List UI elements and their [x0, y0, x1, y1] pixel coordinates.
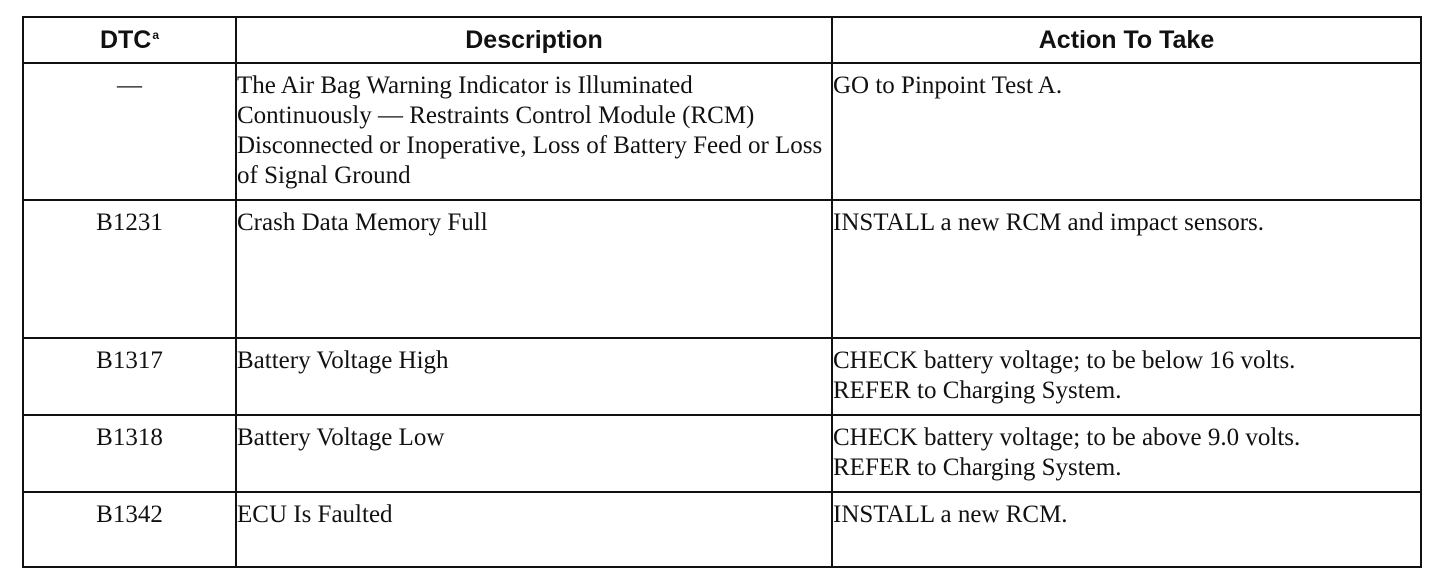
table-row — [23, 63, 1421, 200]
dtc-description: Battery Voltage Low — [236, 415, 832, 492]
dtc-code: B1231 — [23, 200, 236, 338]
table-body — [23, 63, 1421, 567]
header-action: Action To Take — [832, 17, 1421, 63]
header-dtc — [23, 17, 236, 63]
action-line: REFER to Charging System. — [833, 454, 1122, 481]
header-row — [23, 17, 1421, 63]
table-row — [23, 338, 1421, 415]
action-line: INSTALL a new RCM and impact sensors. — [833, 209, 1265, 236]
action-line: GO to Pinpoint Test A. — [833, 72, 1063, 99]
table-row — [23, 492, 1421, 567]
dtc-description: Battery Voltage High — [236, 338, 832, 415]
dtc-action — [832, 492, 1421, 567]
table-row — [23, 415, 1421, 492]
dtc-description: The Air Bag Warning Indicator is Illuminated Continuously — Restraints Control Module (RCM) Disconnected or Inoperative, Loss of Battery Feed or Loss of Signal Ground — [236, 63, 832, 200]
action-line: REFER to Charging System. — [833, 377, 1122, 404]
action-line: CHECK battery voltage; to be above 9.0 volts. — [833, 424, 1301, 451]
dtc-table — [22, 16, 1422, 568]
header-dtc-label: DTC — [99, 25, 152, 54]
dtc-action — [832, 63, 1421, 200]
dtc-description: ECU Is Faulted — [236, 492, 832, 567]
table-row — [23, 200, 1421, 338]
dtc-description: Crash Data Memory Full — [236, 200, 832, 338]
dtc-code: — — [23, 63, 236, 200]
dtc-action — [832, 338, 1421, 415]
dtc-action — [832, 200, 1421, 338]
dtc-code: B1318 — [23, 415, 236, 492]
header-description: Description — [236, 17, 832, 63]
dtc-code: B1317 — [23, 338, 236, 415]
table-header — [23, 17, 1421, 63]
action-line: INSTALL a new RCM. — [833, 501, 1068, 528]
dtc-action — [832, 415, 1421, 492]
header-dtc-footnote-mark: a — [152, 27, 160, 42]
action-line: CHECK battery voltage; to be below 16 volts. — [833, 347, 1296, 374]
dtc-code: B1342 — [23, 492, 236, 567]
